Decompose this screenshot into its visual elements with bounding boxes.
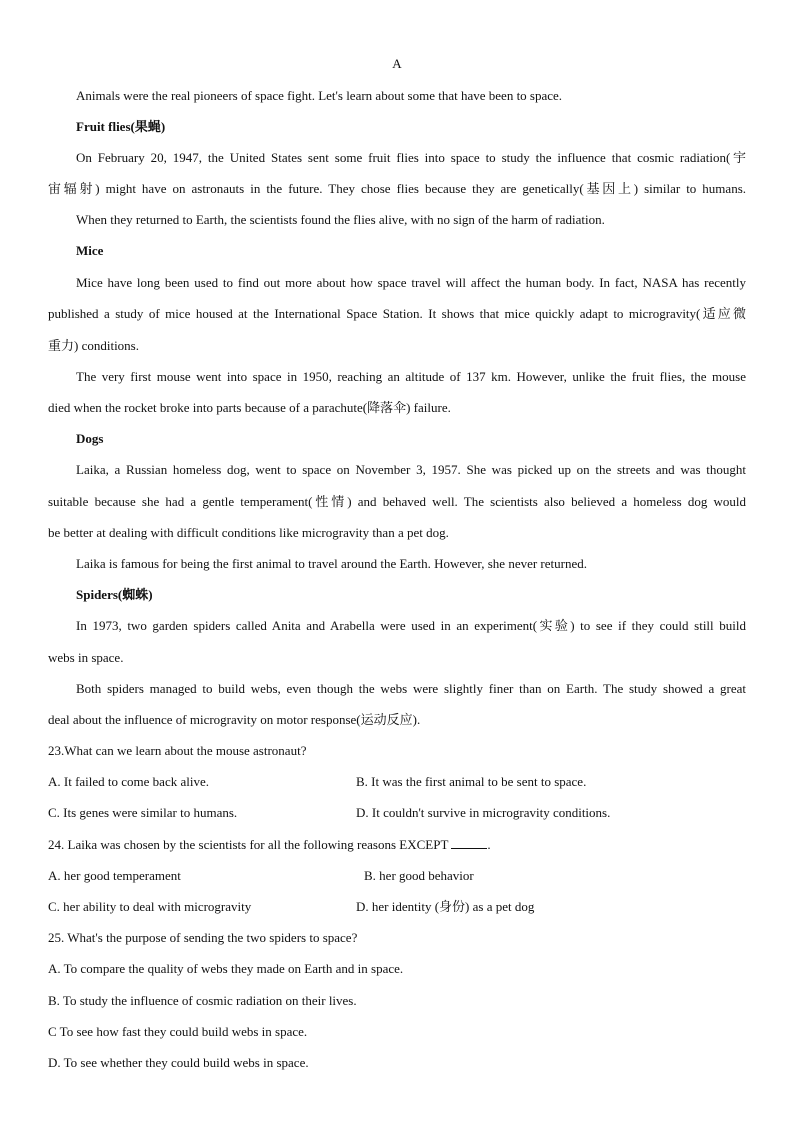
question-24-stem-line <box>48 837 746 853</box>
heading-spiders: Spiders(蜘蛛) <box>76 587 153 602</box>
mice-line-2: published a study of mice housed at the International Space Station. It shows that mice quickly adapt to microgravity(适应微 <box>48 306 746 321</box>
question-24-option-b: B. her good behavior <box>364 868 474 883</box>
question-23-stem: 23.What can we learn about the mouse astronaut? <box>48 743 307 758</box>
fruit-flies-line-2: 宙辐射) might have on astronauts in the future. They chose flies because they are genetically(基因上) similar to humans. <box>48 181 746 196</box>
question-24-stem-end: . <box>487 837 491 852</box>
question-24-stem: 24. Laika was chosen by the scientists for all the following reasons EXCEPT <box>48 837 449 852</box>
spiders-line-1: In 1973, two garden spiders called Anita and Arabella were used in an experiment(实验) to see if they could still build <box>76 618 746 633</box>
question-25-option-d: D. To see whether they could build webs in space. <box>48 1055 309 1070</box>
question-24-option-a: A. her good temperament <box>48 868 181 883</box>
question-24-option-d: D. her identity (身份) as a pet dog <box>356 899 535 914</box>
answer-blank <box>451 838 487 849</box>
dogs-line-1: Laika, a Russian homeless dog, went to space on November 3, 1957. She was picked up on the streets and was thought <box>76 462 746 477</box>
mice-line-1: Mice have long been used to find out more about how space travel will affect the human body. In fact, NASA has recently <box>76 275 746 290</box>
spiders-line-2: webs in space. <box>48 650 124 665</box>
question-23-option-c: C. Its genes were similar to humans. <box>48 805 238 820</box>
spiders-line-4: deal about the influence of microgravity on motor response(运动反应). <box>48 712 421 727</box>
question-23-option-a: A. It failed to come back alive. <box>48 774 209 789</box>
passage-title: A <box>392 56 402 71</box>
question-25-stem: 25. What's the purpose of sending the two spiders to space? <box>48 930 358 945</box>
question-25-option-a: A. To compare the quality of webs they made on Earth and in space. <box>48 961 404 976</box>
heading-fruit-flies: Fruit flies(果蝇) <box>76 119 166 134</box>
question-23-option-d: D. It couldn't survive in microgravity conditions. <box>356 805 611 820</box>
mice-line-3: 重力) conditions. <box>48 338 139 353</box>
mice-line-4: The very first mouse went into space in 1950, reaching an altitude of 137 km. However, unlike the fruit flies, the mouse <box>76 369 746 384</box>
fruit-flies-line-3: When they returned to Earth, the scientists found the flies alive, with no sign of the harm of radiation. <box>76 212 605 227</box>
question-24-option-c: C. her ability to deal with microgravity <box>48 899 252 914</box>
mice-line-5: died when the rocket broke into parts because of a parachute(降落伞) failure. <box>48 400 451 415</box>
dogs-line-4: Laika is famous for being the first animal to travel around the Earth. However, she never returned. <box>76 556 587 571</box>
spiders-line-3: Both spiders managed to build webs, even though the webs were slightly finer than on Earth. The study showed a great <box>76 681 746 696</box>
dogs-line-3: be better at dealing with difficult conditions like microgravity than a pet dog. <box>48 525 449 540</box>
fruit-flies-line-1: On February 20, 1947, the United States sent some fruit flies into space to study the influence that cosmic radiation(宇 <box>76 150 746 165</box>
question-25-option-b: B. To study the influence of cosmic radiation on their lives. <box>48 993 357 1008</box>
dogs-line-2: suitable because she had a gentle temperament(性情) and behaved well. The scientists also believed a homeless dog would <box>48 494 746 509</box>
intro-paragraph: Animals were the real pioneers of space fight. Let's learn about some that have been to space. <box>76 88 563 103</box>
heading-mice: Mice <box>76 243 104 258</box>
question-25-option-c: C To see how fast they could build webs in space. <box>48 1024 308 1039</box>
question-23-option-b: B. It was the first animal to be sent to space. <box>356 774 587 789</box>
heading-dogs: Dogs <box>76 431 104 446</box>
